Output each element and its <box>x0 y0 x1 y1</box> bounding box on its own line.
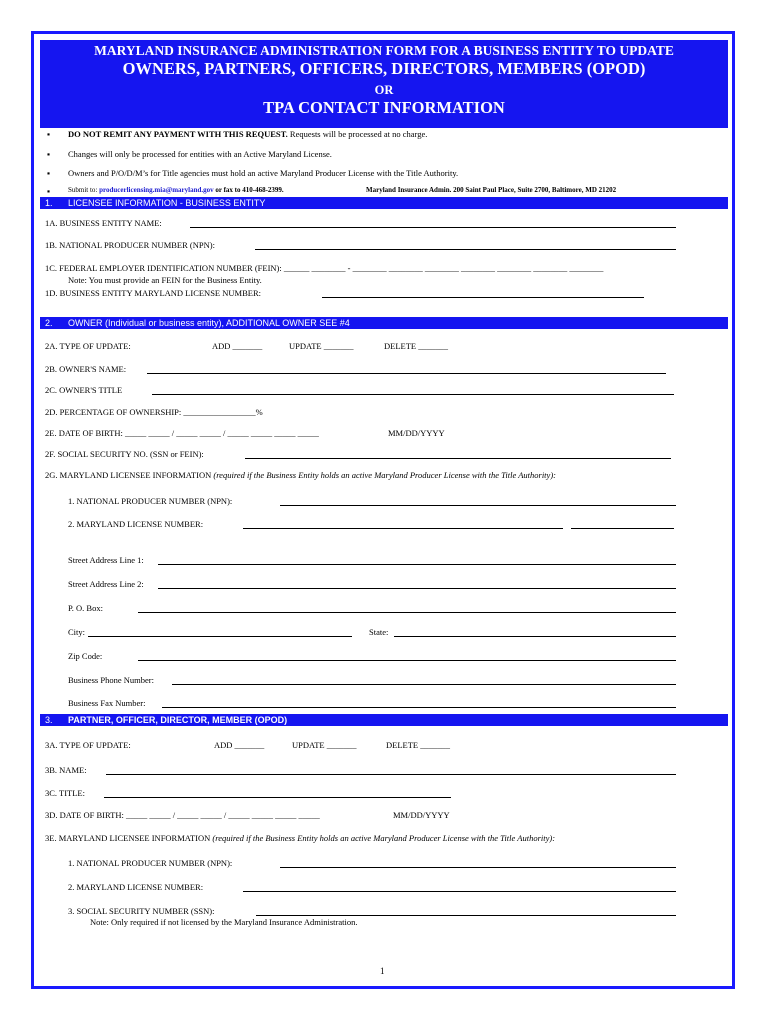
label-state: State: <box>369 627 389 637</box>
label-1b: 1B. NATIONAL PRODUCER NUMBER (NPN): <box>45 240 215 250</box>
note-fein: Note: You must provide an FEIN for the Business Entity. <box>68 275 262 285</box>
bullet-active-license: Changes will only be processed for entities with an Active Maryland License. <box>68 149 332 159</box>
field-business-entity-name[interactable] <box>190 227 676 228</box>
label-2e[interactable]: 2E. DATE OF BIRTH: _____ _____ / _____ _____ / _____ _____ _____ _____ <box>45 428 319 438</box>
title-line-4: TPA CONTACT INFORMATION <box>263 98 505 117</box>
option-3a-add[interactable]: ADD _______ <box>214 740 265 750</box>
field-opod-md-license[interactable] <box>243 891 676 892</box>
section-3-header <box>40 714 728 726</box>
option-2a-update[interactable]: UPDATE _______ <box>289 341 354 351</box>
option-3a-update[interactable]: UPDATE _______ <box>292 740 357 750</box>
dob-format-3d: MM/DD/YYYY <box>393 810 450 820</box>
label-1a: 1A. BUSINESS ENTITY NAME: <box>45 218 162 228</box>
field-street-1[interactable] <box>158 564 676 565</box>
option-2a-add[interactable]: ADD _______ <box>212 341 263 351</box>
bullet-marker: ▪ <box>47 149 51 159</box>
section-1-number: 1. <box>45 198 53 208</box>
field-owner-title[interactable] <box>152 394 674 395</box>
note-ssn: Note: Only required if not licensed by the Maryland Insurance Administration. <box>90 917 358 927</box>
submit-email-link[interactable]: producerlicensing.mia@maryland.gov <box>99 186 214 194</box>
label-3e: 3E. MARYLAND LICENSEE INFORMATION (required if the Business Entity holds an active Maryland Producer License with the Title Authority): <box>45 833 556 843</box>
label-2d[interactable]: 2D. PERCENTAGE OF OWNERSHIP: _________________% <box>45 407 263 417</box>
option-3a-delete[interactable]: DELETE _______ <box>386 740 450 750</box>
label-3a: 3A. TYPE OF UPDATE: <box>45 740 131 750</box>
bullet-marker: ▪ <box>47 168 51 178</box>
bullet-title-agencies: Owners and P/O/D/M’s for Title agencies must hold an active Maryland Producer License with the Title Authority. <box>68 168 459 178</box>
field-opod-name[interactable] <box>106 774 676 775</box>
field-opod-ssn[interactable] <box>256 915 676 916</box>
label-fax: Business Fax Number: <box>68 698 146 708</box>
page-number: 1 <box>380 966 385 976</box>
label-2c: 2C. OWNER'S TITLE <box>45 385 123 395</box>
field-owner-md-license-ext[interactable] <box>571 528 674 529</box>
label-3e-npn: 1. NATIONAL PRODUCER NUMBER (NPN): <box>68 858 233 868</box>
field-po-box[interactable] <box>138 612 676 613</box>
field-business-npn[interactable] <box>255 249 676 250</box>
dob-format-2e: MM/DD/YYYY <box>388 428 445 438</box>
label-2f: 2F. SOCIAL SECURITY NO. (SSN or FEIN): <box>45 449 204 459</box>
section-1-header <box>40 197 728 209</box>
field-owner-npn[interactable] <box>280 505 676 506</box>
label-po-box: P. O. Box: <box>68 603 103 613</box>
label-3e-ssn: 3. SOCIAL SECURITY NUMBER (SSN): <box>68 906 215 916</box>
label-city: City: <box>68 627 86 637</box>
title-line-2: OWNERS, PARTNERS, OFFICERS, DIRECTORS, MEMBERS (OPOD) <box>122 59 646 78</box>
title-line-1: MARYLAND INSURANCE ADMINISTRATION FORM FOR A BUSINESS ENTITY TO UPDATE <box>94 43 674 58</box>
label-zip: Zip Code: <box>68 651 103 661</box>
section-3-title: PARTNER, OFFICER, DIRECTOR, MEMBER (OPOD) <box>68 715 288 725</box>
label-3d[interactable]: 3D. DATE OF BIRTH: _____ _____ / _____ _____ / _____ _____ _____ _____ <box>45 810 320 820</box>
title-line-3: OR <box>374 83 394 97</box>
label-3b: 3B. NAME: <box>45 765 87 775</box>
field-state[interactable] <box>394 636 676 637</box>
field-zip[interactable] <box>138 660 676 661</box>
section-2-title: OWNER (Individual or business entity), ADDITIONAL OWNER SEE #4 <box>68 318 350 328</box>
bullet-marker: ▪ <box>47 186 51 196</box>
submit-info: Submit to: producerlicensing.mia@maryland.gov or fax to 410-468-2399. <box>68 186 284 194</box>
field-opod-npn[interactable] <box>280 867 676 868</box>
bullet-marker: ▪ <box>47 129 51 139</box>
label-street-2: Street Address Line 2: <box>68 579 144 589</box>
field-owner-ssn[interactable] <box>245 458 671 459</box>
section-1-title: LICENSEE INFORMATION - BUSINESS ENTITY <box>68 198 266 208</box>
label-3e-license: 2. MARYLAND LICENSE NUMBER: <box>68 882 204 892</box>
form-title-banner <box>40 40 728 128</box>
label-2g-npn: 1. NATIONAL PRODUCER NUMBER (NPN): <box>68 496 233 506</box>
label-1d: 1D. BUSINESS ENTITY MARYLAND LICENSE NUMBER: <box>45 288 261 298</box>
label-phone: Business Phone Number: <box>68 675 154 685</box>
label-street-1: Street Address Line 1: <box>68 555 144 565</box>
field-opod-title[interactable] <box>104 797 451 798</box>
label-1c-fein[interactable]: 1C. FEDERAL EMPLOYER IDENTIFICATION NUMBER (FEIN): ______ ________ - ________ ________ ________ ________ ________ ________ ________ <box>45 263 604 273</box>
field-city[interactable] <box>88 636 352 637</box>
field-phone[interactable] <box>172 684 676 685</box>
label-2g-license: 2. MARYLAND LICENSE NUMBER: <box>68 519 204 529</box>
option-2a-delete[interactable]: DELETE _______ <box>384 341 448 351</box>
label-2b: 2B. OWNER'S NAME: <box>45 364 127 374</box>
field-owner-name[interactable] <box>147 373 666 374</box>
field-business-md-license[interactable] <box>322 297 644 298</box>
section-2-header <box>40 317 728 329</box>
field-owner-md-license[interactable] <box>243 528 563 529</box>
bullet-no-payment: DO NOT REMIT ANY PAYMENT WITH THIS REQUEST. Requests will be processed at no charge. <box>68 129 428 139</box>
label-2a: 2A. TYPE OF UPDATE: <box>45 341 131 351</box>
section-2-number: 2. <box>45 318 53 328</box>
label-2g: 2G. MARYLAND LICENSEE INFORMATION (required if the Business Entity holds an active Maryland Producer License with the Title Authority): <box>45 470 556 480</box>
section-3-number: 3. <box>45 715 53 725</box>
field-fax[interactable] <box>162 707 676 708</box>
field-street-2[interactable] <box>158 588 676 589</box>
submit-address: Maryland Insurance Admin. 200 Saint Paul Place, Suite 2700, Baltimore, MD 21202 <box>366 186 617 194</box>
label-3c: 3C. TITLE: <box>45 788 85 798</box>
